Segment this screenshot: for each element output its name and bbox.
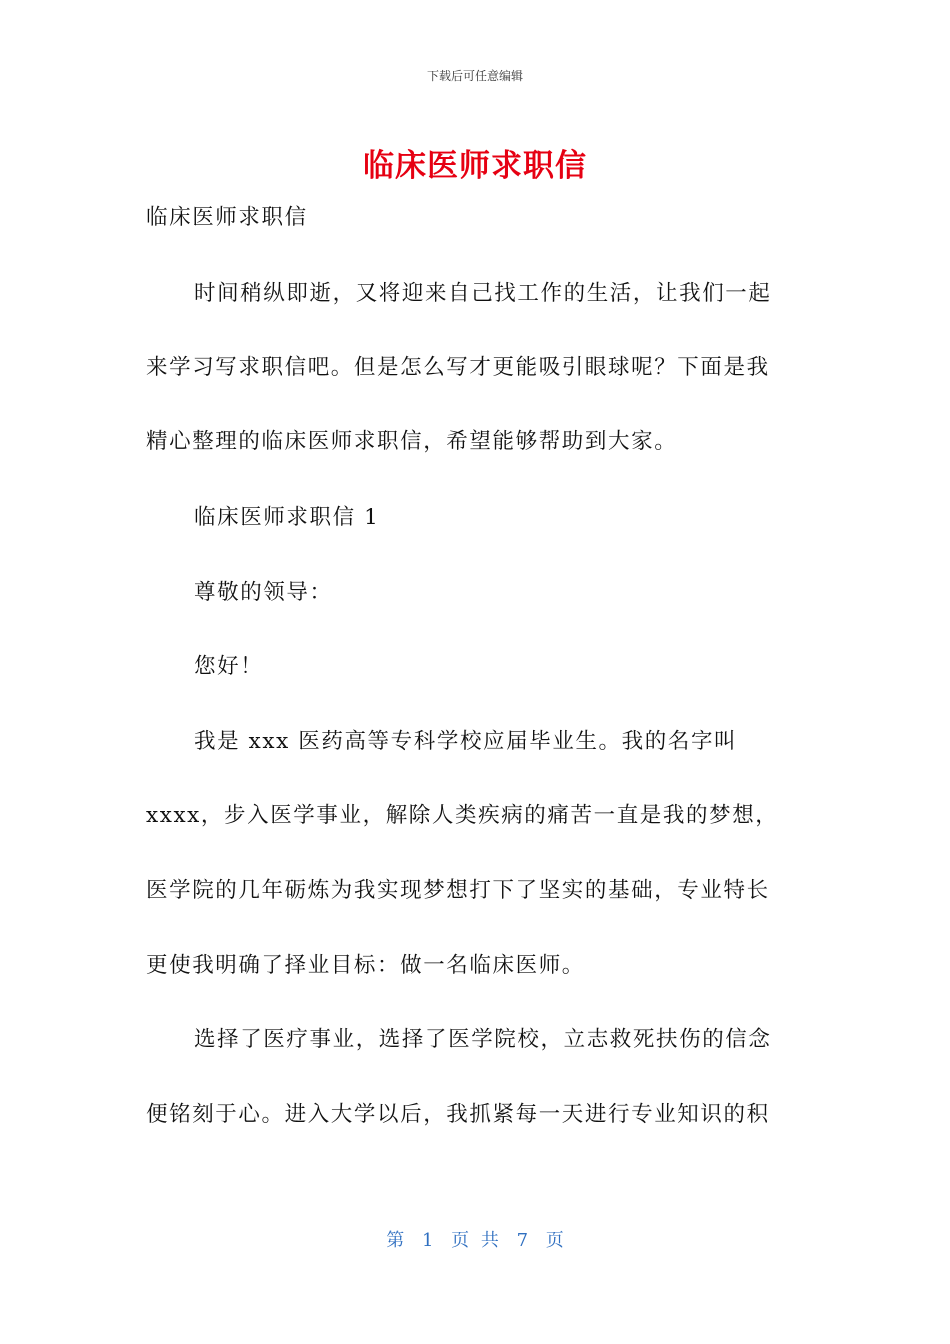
salutation: 尊敬的领导： [194,580,333,605]
page-prefix: 第 [386,1230,405,1251]
page-total: 7 [516,1230,529,1251]
body-line: 我是 xxx 医药高等专科学校应届毕业生。我的名字叫 [194,729,738,754]
body-line: 选择了医疗事业，选择了医学院校，立志救死扶伤的信念 [194,1027,772,1052]
body-line: 来学习写求职信吧。但是怎么写才更能吸引眼球呢？下面是我 [146,355,770,380]
body-line: 精心整理的临床医师求职信，希望能够帮助到大家。 [146,429,678,454]
header-note: 下载后可任意编辑 [426,69,523,83]
body-line: 更使我明确了择业目标：做一名临床医师。 [146,953,585,978]
greeting: 您好！ [194,654,264,679]
body-line: xxxx，步入医学事业，解除人类疾病的痛苦一直是我的梦想， [146,803,779,828]
page-current: 1 [421,1230,434,1251]
page-suffix: 页 [545,1230,564,1251]
document-title: 临床医师求职信 [363,148,587,184]
subtitle-line: 临床医师求职信 [146,205,308,230]
page-mid: 页 共 [451,1230,499,1251]
body-line: 时间稍纵即逝，又将迎来自己找工作的生活，让我们一起 [194,281,772,306]
body-line: 便铭刻于心。进入大学以后，我抓紧每一天进行专业知识的积 [146,1102,770,1127]
page-number-footer [0,1226,950,1252]
body-line: 医学院的几年砺炼为我实现梦想打下了坚实的基础，专业特长 [146,878,770,903]
section-heading: 临床医师求职信 1 [194,505,380,530]
